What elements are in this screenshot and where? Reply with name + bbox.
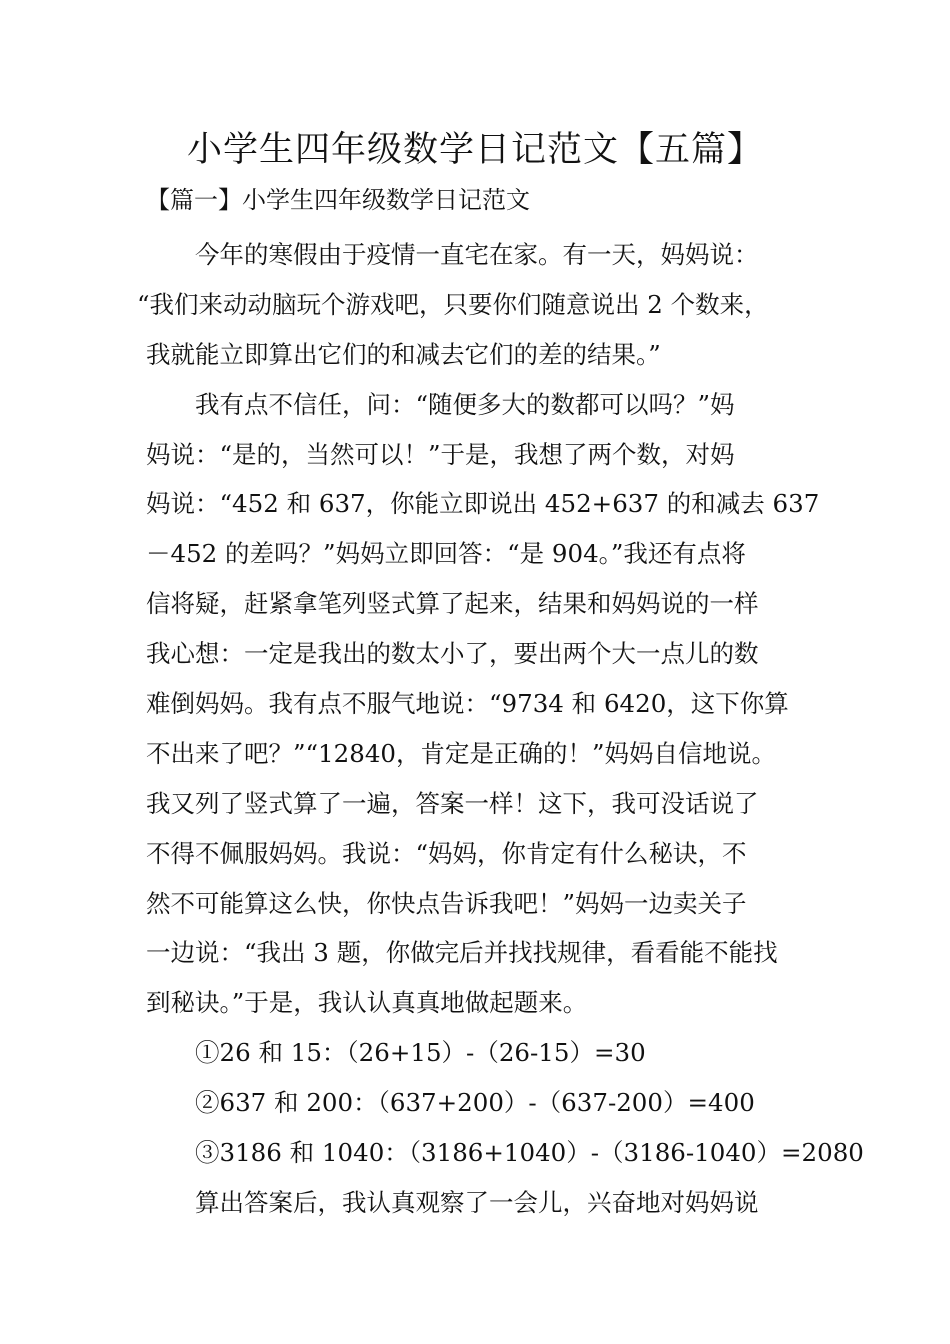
- paragraph-line: 今年的寒假由于疫情一直宅在家。有一天，妈妈说：: [195, 240, 759, 269]
- paragraph-line: 算出答案后，我认真观察了一会儿，兴奋地对妈妈说: [195, 1187, 759, 1217]
- paragraph-line: 妈说：“452 和 637，你能立即说出 452+637 的和减去 637: [146, 489, 820, 519]
- paragraph-line: 我就能立即算出它们的和减去它们的差的结果。”: [146, 339, 661, 369]
- paragraph-line: 到秘诀。”于是，我认认真真地做起题来。: [146, 988, 588, 1018]
- paragraph-line: 一边说：“我出 3 题，你做完后并找找规律，看看能不能找: [146, 938, 778, 968]
- paragraph-line: “我们来动动脑玩个游戏吧，只要你们随意说出 2 个数来，: [137, 289, 769, 319]
- paragraph-line: 我心想：一定是我出的数太小了，要出两个大一点儿的数: [146, 639, 759, 669]
- document-body: [137, 230, 864, 1228]
- equation-line: ②637 和 200：（637+200）-（637-200）=400: [195, 1088, 755, 1118]
- paragraph-line: －452 的差吗？”妈妈立即回答：“是 904。”我还有点将: [146, 539, 746, 569]
- document-title: 小学生四年级数学日记范文【五篇】: [186, 130, 763, 170]
- section-heading: 【篇一】小学生四年级数学日记范文: [146, 186, 530, 214]
- paragraph-line: 我有点不信任，问：“随便多大的数都可以吗？”妈: [195, 389, 735, 419]
- paragraph-line: 我又列了竖式算了一遍，答案一样！这下，我可没话说了: [146, 788, 759, 818]
- paragraph-line: 不得不佩服妈妈。我说：“妈妈，你肯定有什么秘诀，不: [146, 838, 747, 868]
- paragraph-line: 妈说：“是的，当然可以！”于是，我想了两个数，对妈: [146, 439, 735, 469]
- paragraph-line: 然不可能算这么快，你快点告诉我吧！”妈妈一边卖关子: [146, 888, 747, 918]
- equation-line: ①26 和 15：（26+15）-（26-15）=30: [195, 1038, 646, 1068]
- paragraph-line: 难倒妈妈。我有点不服气地说：“9734 和 6420，这下你算: [146, 689, 789, 719]
- paragraph-line: 信将疑，赶紧拿笔列竖式算了起来，结果和妈妈说的一样: [146, 589, 759, 619]
- equation-line: ③3186 和 1040：（3186+1040）-（3186-1040）=2080: [195, 1138, 864, 1168]
- paragraph-line: 不出来了吧？”“12840，肯定是正确的！”妈妈自信地说。: [146, 738, 777, 768]
